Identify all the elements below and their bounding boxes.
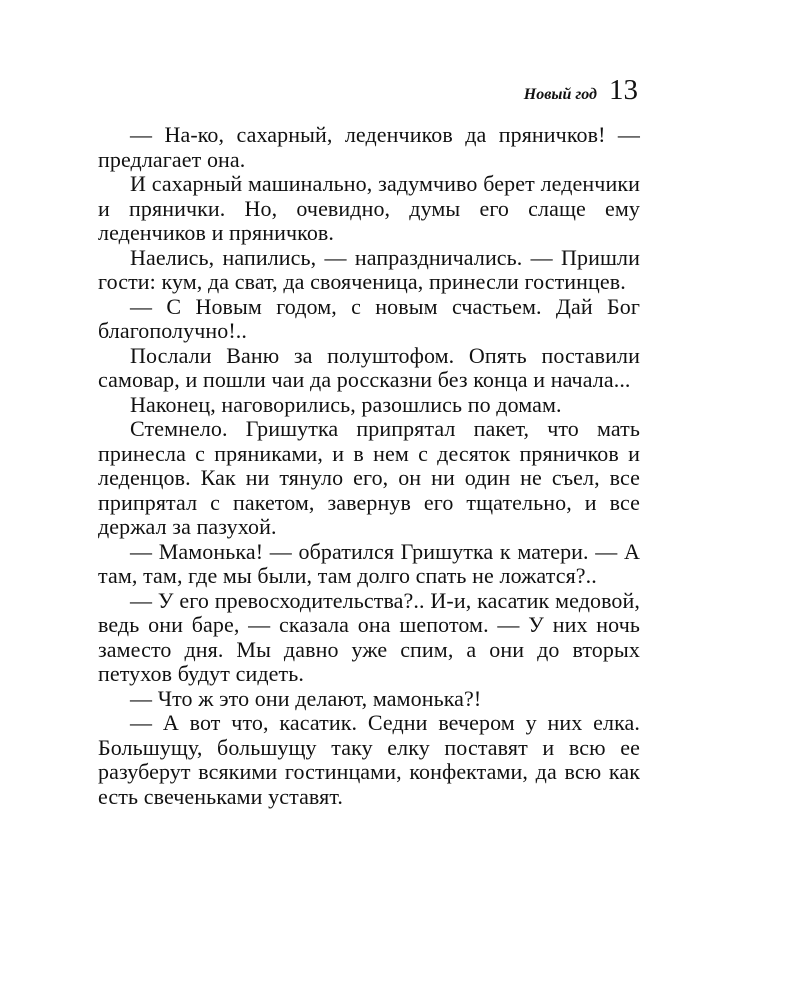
page-number: 13 — [609, 74, 638, 106]
running-title: Новый год — [523, 86, 597, 103]
paragraph: — Мамонька! — обратился Гришутка к матери. — А там, там, где мы были, там долго спать не ложатся?.. — [98, 538, 640, 588]
body-text — [98, 123, 640, 809]
paragraph: И сахарный машинально, задумчиво берет леденчики и прянички. Но, очевидно, думы его слаще ему леденчиков и пряничков. — [98, 171, 640, 245]
paragraph: Стемнело. Гришутка припрятал пакет, что мать принесла с пряниками, и в нем с десяток пряничков и леденцов. Как ни тянуло его, он ни один не съел, все припрятал с пакетом, завернув его тщательно, и все держал за пазухой. — [98, 416, 640, 539]
paragraph: — На-ко, сахарный, леденчиков да пряничков! — предлагает она. — [98, 122, 640, 172]
paragraph: — Что ж это они делают, мамонька?! — [130, 685, 482, 711]
paragraph: — А вот что, касатик. Седни вечером у них елка. Большущу, большущу таку елку поставят и всю ее разуберут всякими гостинцами, конфектами, да всю как есть свеченьками уставят. — [98, 710, 640, 809]
paragraph: Наконец, наговорились, разошлись по домам. — [130, 391, 562, 417]
paragraph: — С Новым годом, с новым счастьем. Дай Бог благополучно!.. — [98, 293, 640, 343]
running-head — [524, 74, 638, 107]
paragraph: — У его превосходительства?.. И-и, касатик медовой, ведь они баре, — сказала она шепотом. — У них ночь заместо дня. Мы давно уже спим, а они до вторых петухов будут сидеть. — [98, 587, 640, 686]
paragraph: Послали Ваню за полуштофом. Опять поставили самовар, и пошли чаи да россказни без конца и начала... — [98, 342, 640, 392]
paragraph: Наелись, напились, — напраздничались. — Пришли гости: кум, да сват, да свояченица, принесли гостинцев. — [98, 244, 640, 294]
